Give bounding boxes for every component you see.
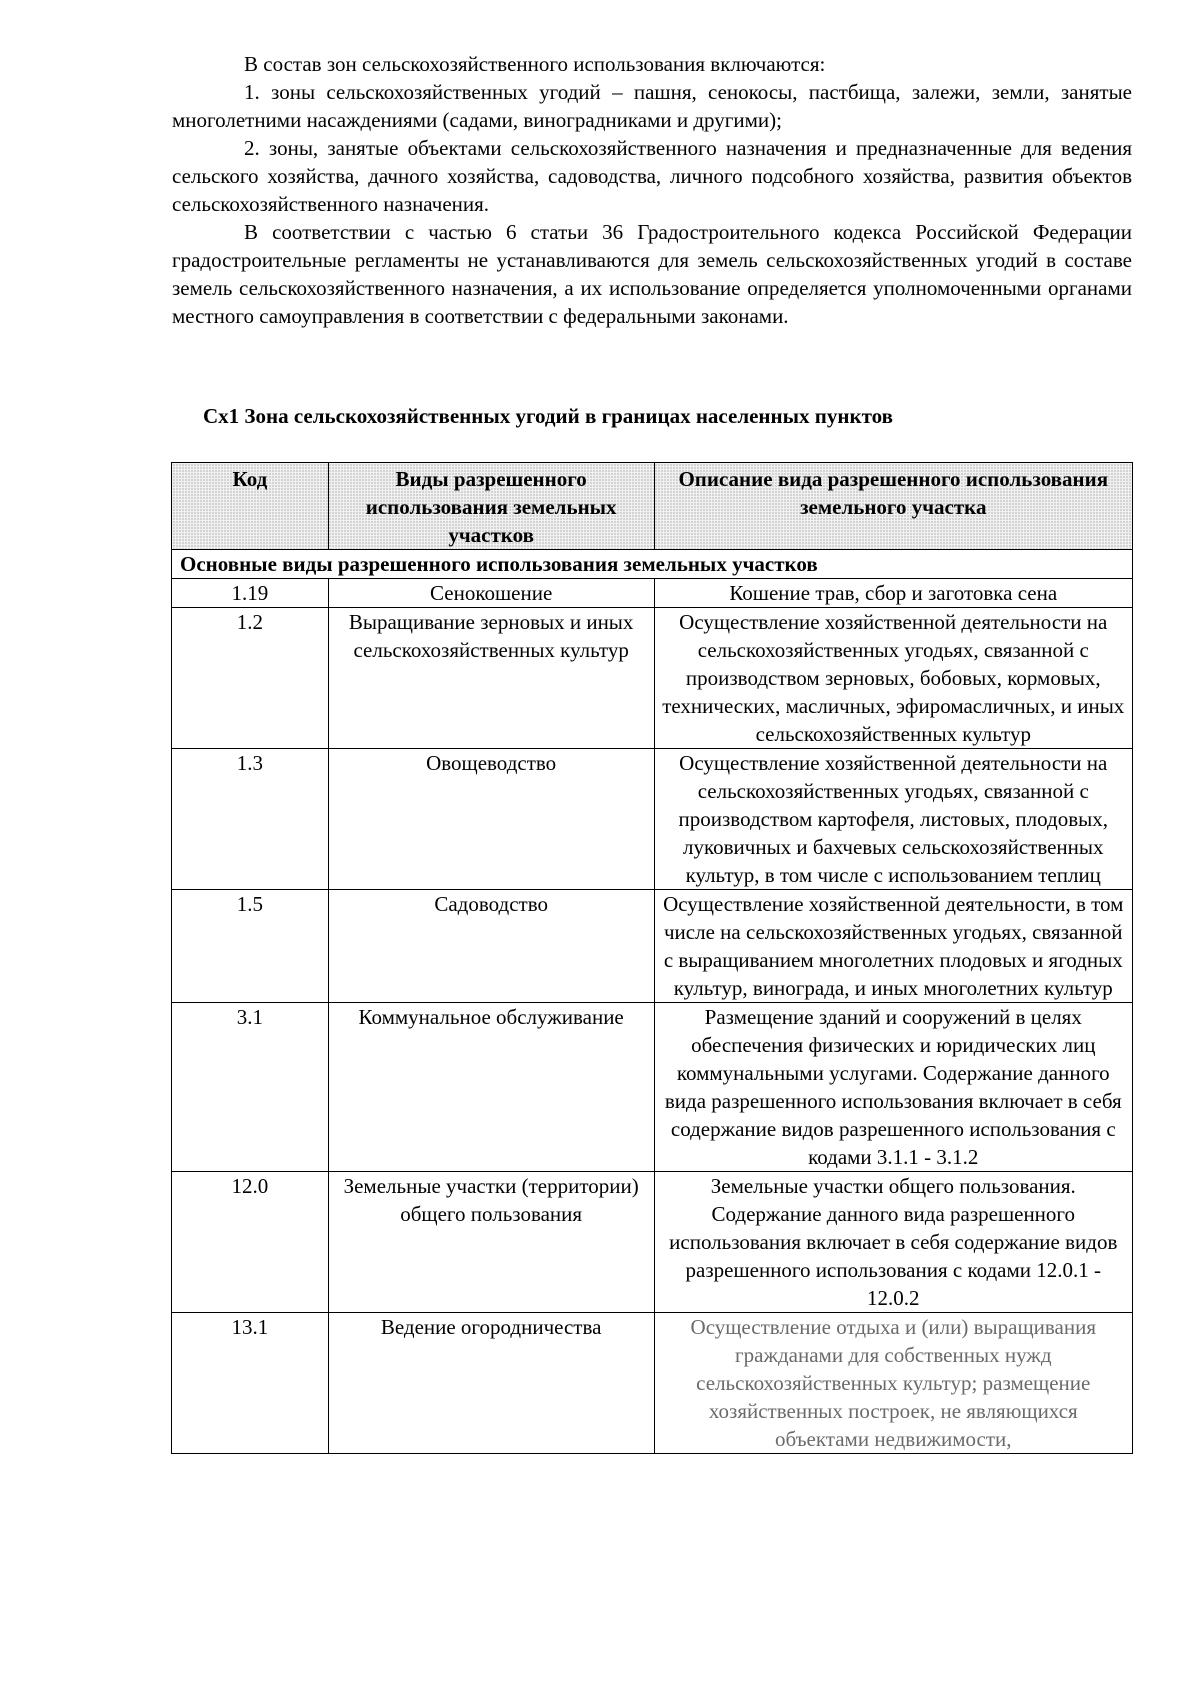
row-code: 13.1 bbox=[172, 1313, 329, 1454]
intro-paragraph-4: В соответствии с частью 6 статьи 36 Градостроительного кодекса Российской Федерации градостроительные регламенты не устанавливаются для земель сельскохозяйственных угодий в составе земель сельскохозяйственного назначения, а их использование определяется уполномоченными органами местного самоуправления в соответствии с федеральными законами. bbox=[172, 220, 1132, 328]
row-code: 3.1 bbox=[172, 1003, 329, 1172]
row-description: Осуществление хозяйственной деятельности, в том числе на сельскохозяйственных угодьях, связанной с выращиванием многолетних плодовых и ягодных культур, винограда, и иных многолетних культур bbox=[654, 890, 1132, 1003]
intro-paragraph-2: 1. зоны сельскохозяйственных угодий – пашня, сенокосы, пастбища, залежи, земли, занятые многолетними насаждениями (садами, виноградниками и другими); bbox=[172, 80, 1132, 132]
row-use: Ведение огородничества bbox=[328, 1313, 654, 1454]
header-code: Код bbox=[172, 463, 329, 550]
row-use: Коммунальное обслуживание bbox=[328, 1003, 654, 1172]
row-description: Осуществление отдыха и (или) выращивания гражданами для собственных нужд сельскохозяйственных культур; размещение хозяйственных построек, не являющихся объектами недвижимости, bbox=[654, 1313, 1132, 1454]
header-description: Описание вида разрешенного использования земельного участка bbox=[654, 463, 1132, 550]
table-row bbox=[172, 1003, 1133, 1172]
intro-paragraph-1: В состав зон сельскохозяйственного использования включаются: bbox=[244, 52, 826, 76]
row-code: 1.2 bbox=[172, 608, 329, 749]
table-header-row bbox=[172, 463, 1133, 550]
row-code: 1.19 bbox=[172, 579, 329, 608]
table-row bbox=[172, 749, 1133, 890]
row-use: Овощеводство bbox=[328, 749, 654, 890]
section-row bbox=[172, 550, 1133, 579]
table-row bbox=[172, 1313, 1133, 1454]
row-description: Размещение зданий и сооружений в целях обеспечения физических и юридических лиц коммунальными услугами. Содержание данного вида разрешенного использования включает в себя содержание видов разрешенного использования с кодами 3.1.1 - 3.1.2 bbox=[654, 1003, 1132, 1172]
table-row bbox=[172, 890, 1133, 1003]
row-use: Выращивание зерновых и иных сельскохозяйственных культур bbox=[328, 608, 654, 749]
section-title: Основные виды разрешенного использования земельных участков bbox=[172, 550, 1133, 579]
table-row bbox=[172, 1172, 1133, 1313]
row-use: Садоводство bbox=[328, 890, 654, 1003]
zone-table bbox=[171, 462, 1133, 1454]
table-row bbox=[172, 579, 1133, 608]
row-use: Земельные участки (территории) общего пользования bbox=[328, 1172, 654, 1313]
row-code: 1.5 bbox=[172, 890, 329, 1003]
intro-paragraph-3: 2. зоны, занятые объектами сельскохозяйственного назначения и предназначенные для ведения сельского хозяйства, дачного хозяйства, садоводства, личного подсобного хозяйства, развития объектов сельскохозяйственного назначения. bbox=[172, 136, 1132, 216]
row-description: Кошение трав, сбор и заготовка сена bbox=[654, 579, 1132, 608]
intro-text bbox=[172, 50, 1132, 330]
row-description: Земельные участки общего пользования. Содержание данного вида разрешенного использования включает в себя содержание видов разрешенного использования с кодами 12.0.1 - 12.0.2 bbox=[654, 1172, 1132, 1313]
row-use: Сенокошение bbox=[328, 579, 654, 608]
zone-heading: Сх1 Зона сельскохозяйственных угодий в границах населенных пунктов bbox=[203, 404, 893, 428]
row-description: Осуществление хозяйственной деятельности на сельскохозяйственных угодьях, связанной с производством зерновых, бобовых, кормовых, технических, масличных, эфиромасличных, и иных сельскохозяйственных культур bbox=[654, 608, 1132, 749]
row-description: Осуществление хозяйственной деятельности на сельскохозяйственных угодьях, связанной с производством картофеля, листовых, плодовых, луковичных и бахчевых сельскохозяйственных культур, в том числе с использованием теплиц bbox=[654, 749, 1132, 890]
header-use: Виды разрешенного использования земельных участков bbox=[328, 463, 654, 550]
row-code: 12.0 bbox=[172, 1172, 329, 1313]
table-row bbox=[172, 608, 1133, 749]
row-code: 1.3 bbox=[172, 749, 329, 890]
